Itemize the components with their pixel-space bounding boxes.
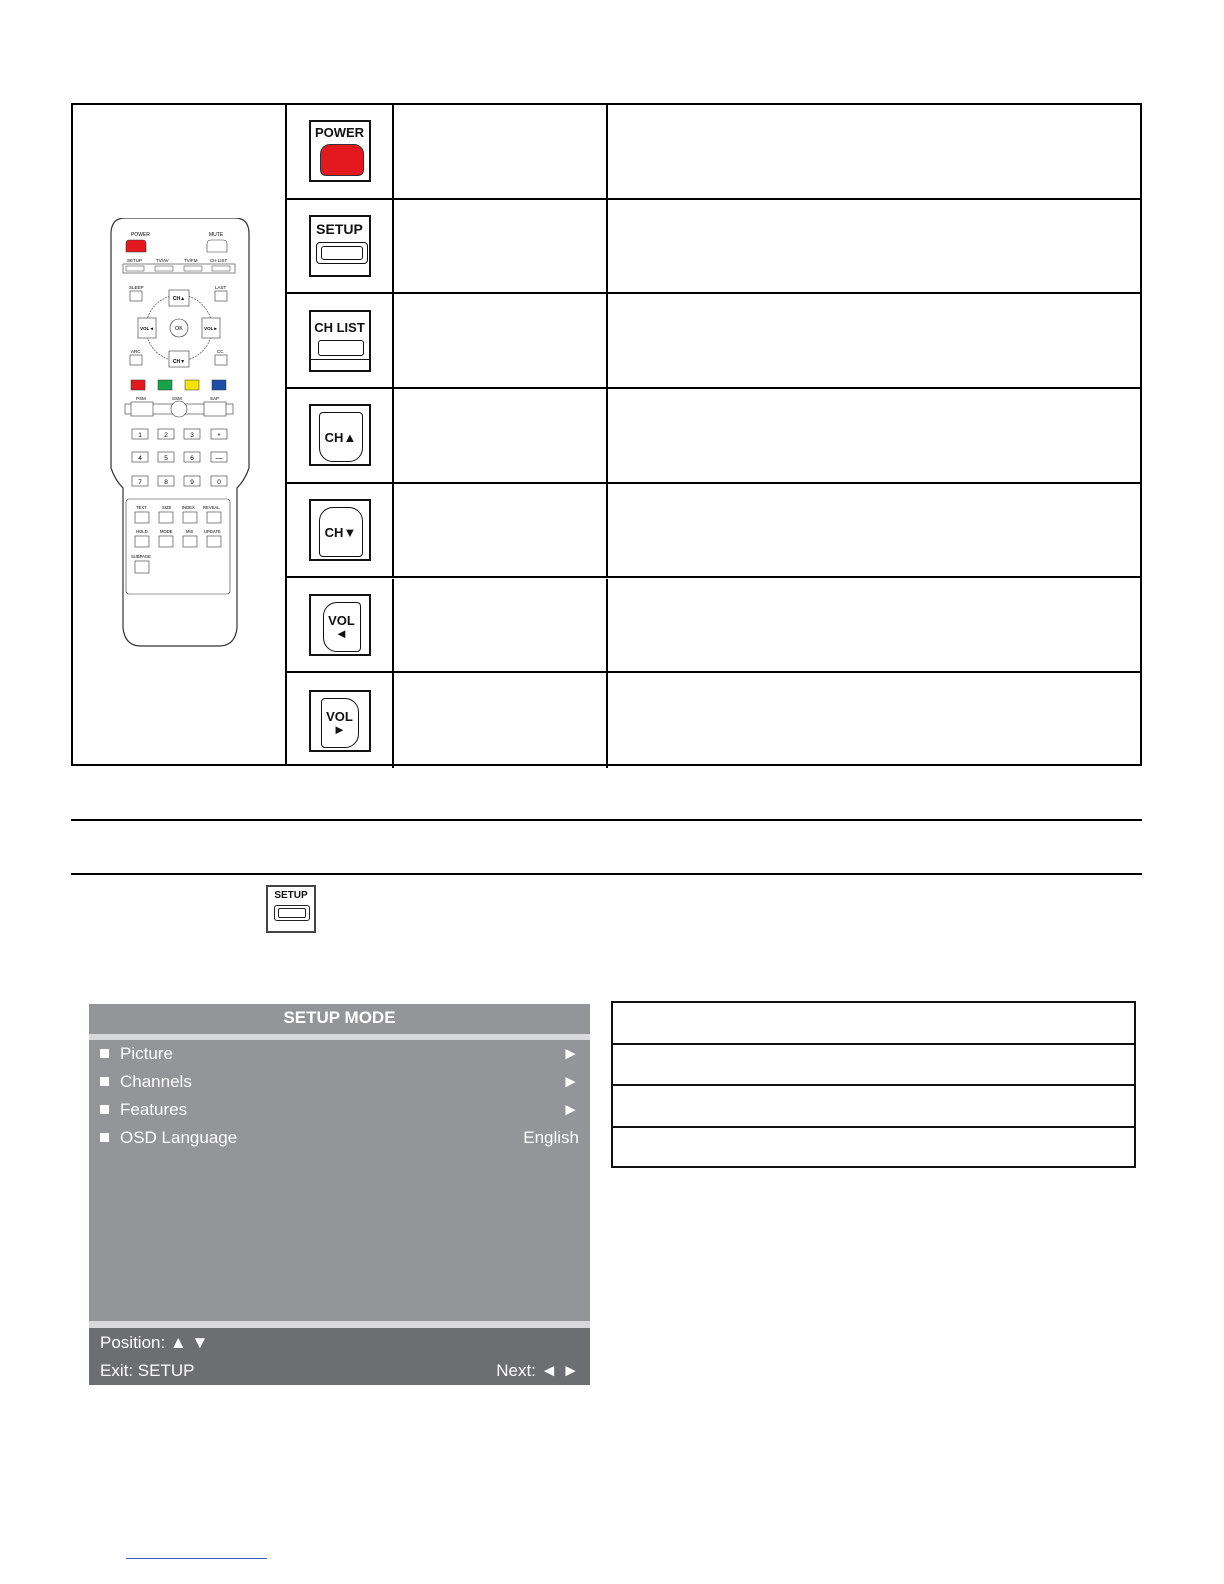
remote-setup-button: [126, 266, 144, 271]
remote-tvav-label: TV/AV: [156, 258, 169, 263]
remote-mute-button: [207, 240, 227, 252]
section-divider-bottom: [71, 873, 1142, 875]
key-description: [608, 673, 1140, 768]
svg-text:*: *: [217, 433, 221, 440]
section-divider-top: [71, 819, 1142, 821]
key-table: [71, 103, 1142, 766]
remote-setup-label: SETUP: [127, 258, 143, 263]
key-description: [608, 105, 1140, 198]
remote-chlist-button: [212, 266, 230, 271]
remote-text-button: [135, 512, 149, 523]
remote-yellow-button: [185, 380, 199, 390]
submenu-arrow-icon: ►: [562, 1044, 579, 1063]
remote-arc-button: [130, 355, 142, 365]
remote-mode-button: [159, 536, 173, 547]
ch-list-key-icon: CH LIST: [309, 310, 371, 372]
remote-sleep-label: SLEEP: [129, 285, 144, 290]
key-name: [394, 200, 608, 293]
key-name: [394, 579, 608, 672]
remote-sleep-button: [130, 291, 142, 301]
remote-subpage-label: SUBPAGE: [131, 554, 151, 559]
vol-down-key-icon: VOL ◄: [309, 594, 371, 656]
svg-text:9: 9: [190, 479, 194, 486]
setup-key-icon: SETUP: [309, 215, 371, 277]
osd-item-picture[interactable]: Picture ►: [100, 1041, 579, 1067]
remote-update-label: UPDATE: [204, 529, 221, 534]
remote-subpage-button: [135, 561, 149, 573]
remote-blue-button: [212, 380, 226, 390]
key-description: [608, 294, 1140, 387]
bullet-icon: [100, 1105, 109, 1114]
svg-text:8: 8: [164, 479, 168, 486]
remote-update-button: [207, 536, 221, 547]
svg-text:5: 5: [164, 455, 168, 462]
table-row: [613, 1003, 1134, 1045]
key-row-setup: [287, 200, 1140, 295]
remote-power-label: POWER: [131, 232, 150, 238]
remote-hold-button: [135, 536, 149, 547]
remote-last-label: LAST: [215, 285, 227, 290]
key-row-ch-down: [287, 484, 1140, 579]
key-row-vol-down: [287, 579, 1140, 674]
remote-power-button: [126, 240, 146, 252]
remote-tvfm-button: [184, 266, 202, 271]
remote-ch-down-label: CH▼: [172, 359, 186, 365]
key-row-ch-up: [287, 389, 1140, 484]
remote-index-label: INDEX: [182, 505, 195, 510]
remote-text-label: TEXT: [136, 505, 147, 510]
key-name: [394, 673, 608, 768]
key-name: [394, 294, 608, 387]
remote-psm-button: [131, 402, 153, 416]
remote-hold-label: HOLD: [136, 529, 148, 534]
svg-text:0: 0: [217, 479, 221, 486]
remote-mute-label: MUTE: [209, 232, 224, 238]
svg-text:4: 4: [138, 455, 142, 462]
remote-reveal-label: REVEAL: [203, 505, 220, 510]
submenu-arrow-icon: ►: [562, 1072, 579, 1091]
remote-mode-label: MODE: [160, 529, 173, 534]
osd-language-value: English: [523, 1128, 579, 1147]
remote-index-button: [183, 512, 197, 523]
svg-text:2: 2: [164, 432, 168, 439]
bullet-icon: [100, 1049, 109, 1058]
setup-mode-osd: [89, 1004, 590, 1385]
key-name: [394, 484, 608, 577]
svg-text:6: 6: [190, 455, 194, 462]
key-name: [394, 389, 608, 482]
remote-vol-left-label: VOL◄: [140, 326, 154, 331]
remote-size-label: SIZE: [162, 505, 172, 510]
remote-mix-label: MIX: [186, 529, 194, 534]
remote-last-button: [215, 291, 227, 301]
svg-text:7: 7: [138, 479, 142, 486]
remote-tvfm-label: TV/FM: [184, 258, 198, 263]
remote-ssm-button: [171, 401, 187, 417]
osd-footer-position: Position: ▲ ▼: [100, 1333, 209, 1352]
bullet-icon: [100, 1133, 109, 1142]
remote-arc-label: ARC: [131, 349, 141, 354]
osd-footer: [89, 1328, 590, 1385]
ch-down-key-icon: CH▼: [309, 499, 371, 561]
key-row-power: [287, 105, 1140, 200]
footer-link-underline[interactable]: [126, 1558, 267, 1559]
osd-item-channels[interactable]: Channels ►: [100, 1069, 579, 1095]
osd-item-features[interactable]: Features ►: [100, 1097, 579, 1123]
remote-ssm-label: SSM: [172, 396, 182, 401]
remote-cc-button: [215, 355, 227, 365]
power-key-icon: POWER: [309, 120, 371, 182]
submenu-arrow-icon: ►: [562, 1100, 579, 1119]
key-description: [608, 579, 1140, 672]
key-description: [608, 200, 1140, 293]
key-rows: [287, 105, 1140, 764]
key-name: [394, 105, 608, 198]
menu-description-table: [611, 1001, 1136, 1168]
ch-up-key-icon: CH▲: [309, 404, 371, 466]
bullet-icon: [100, 1077, 109, 1086]
svg-text:1: 1: [138, 432, 142, 439]
osd-item-osd-language[interactable]: OSD Language English: [100, 1125, 579, 1151]
remote-illustration-cell: [73, 105, 287, 764]
key-description: [608, 484, 1140, 577]
remote-red-button: [131, 380, 145, 390]
remote-green-button: [158, 380, 172, 390]
remote-tvav-button: [155, 266, 173, 271]
table-row: [613, 1086, 1134, 1128]
remote-reveal-button: [207, 512, 221, 523]
osd-footer-exit-line: Exit: SETUP Next: ◄ ►: [100, 1358, 579, 1384]
table-row: [613, 1128, 1134, 1170]
remote-size-button: [159, 512, 173, 523]
remote-ch-up-label: CH▲: [172, 296, 186, 302]
remote-chlist-label: CH LIST: [210, 258, 228, 263]
remote-psm-label: PSM: [136, 396, 146, 401]
osd-footer-next: Next: ◄ ►: [496, 1361, 579, 1380]
remote-ok-label: OK: [175, 326, 183, 332]
key-row-vol-up: [287, 673, 1140, 768]
key-row-ch-list: [287, 294, 1140, 389]
remote-mix-button: [183, 536, 197, 547]
remote-control-illustration: [109, 218, 251, 648]
setup-key-icon: SETUP: [266, 885, 316, 933]
key-description: [608, 389, 1140, 482]
svg-text:—: —: [215, 455, 223, 462]
vol-up-key-icon: VOL ►: [309, 690, 371, 752]
remote-sap-label: SAP: [210, 396, 220, 401]
remote-vol-right-label: VOL►: [204, 326, 218, 331]
osd-title: SETUP MODE: [89, 1004, 590, 1032]
table-row: [613, 1045, 1134, 1087]
svg-text:3: 3: [190, 432, 194, 439]
remote-cc-label: CC: [217, 349, 224, 354]
remote-sap-button: [204, 402, 226, 416]
